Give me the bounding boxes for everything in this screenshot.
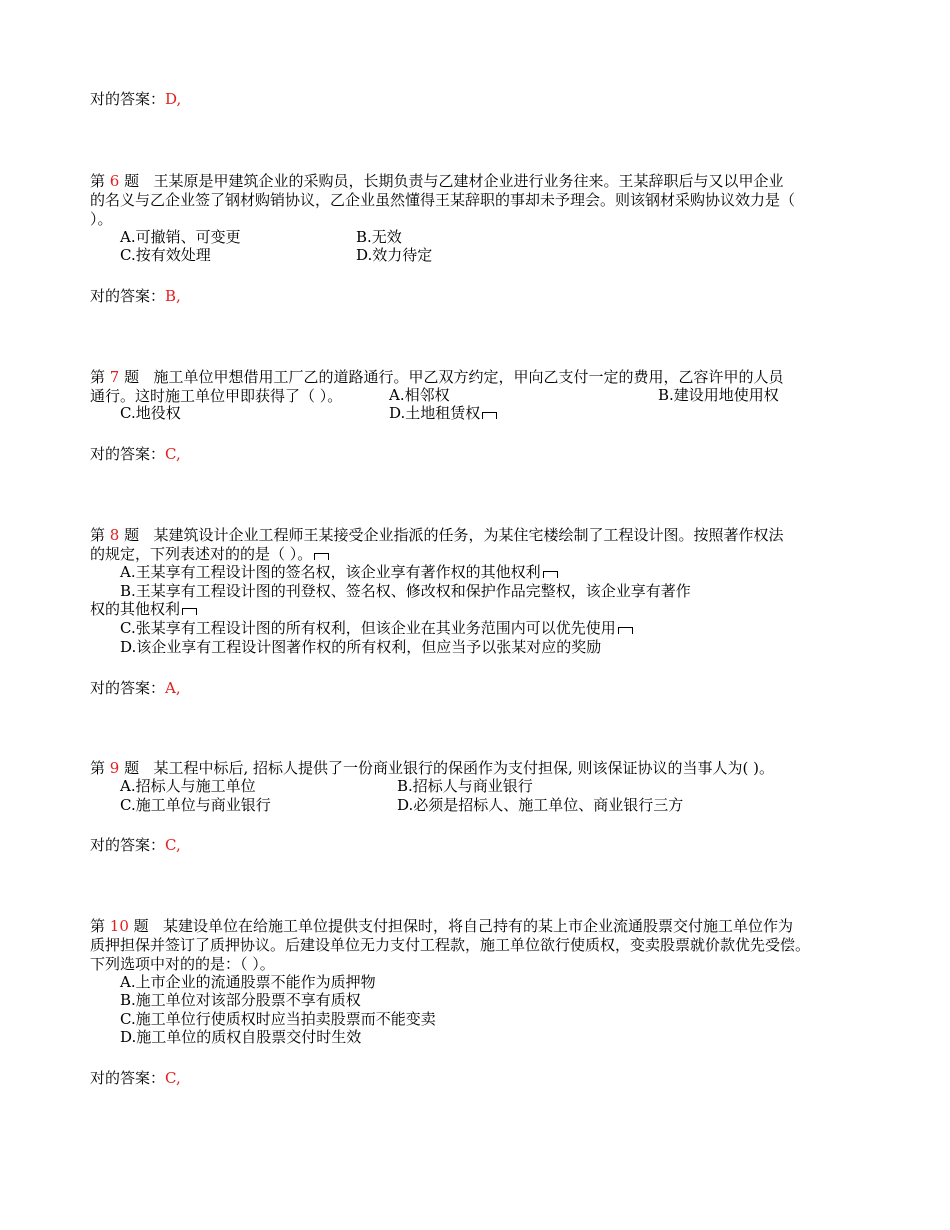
answer-value: D, — [165, 90, 182, 108]
question-header — [90, 526, 860, 545]
answer-label: 对的答案： — [90, 679, 166, 697]
answer-label: 对的答案： — [90, 1069, 166, 1087]
question-header — [90, 917, 880, 936]
option-c: C.施工单位与商业银行 — [120, 796, 271, 814]
question-6 — [90, 172, 860, 229]
answer-line — [90, 445, 181, 464]
question-prefix: 第 — [90, 526, 106, 544]
question-text-line: 某建筑设计企业工程师王某接受企业指派的任务，为某住宅楼绘制了工程设计图。按照著作权法 — [153, 526, 784, 544]
option-a: A.相邻权 — [389, 386, 450, 404]
answer-line — [90, 679, 181, 698]
option-a-line — [120, 563, 558, 582]
option-b: B.施工单位对该部分股票不享有质权 — [120, 991, 361, 1009]
option-b-continued: 权的其他权利 — [90, 600, 181, 618]
question-suffix: 题 — [124, 526, 140, 544]
question-text-line: 王某原是甲建筑企业的采购员，长期负责与乙建材企业进行业务往来。王某辞职后与又以甲企业 — [153, 172, 784, 190]
question-9 — [90, 759, 890, 778]
answer-value: A, — [165, 679, 181, 697]
option-c: C.地役权 — [120, 404, 181, 422]
option-d-line — [389, 404, 497, 423]
option-b: B.招标人与商业银行 — [397, 777, 533, 795]
answer-label: 对的答案： — [90, 90, 166, 108]
paragraph-mark-icon — [618, 627, 633, 634]
question-8 — [90, 526, 860, 564]
paragraph-mark-icon — [182, 608, 197, 615]
option-c: C.按有效处理 — [120, 246, 211, 264]
option-a: A.可撤销、可变更 — [120, 228, 241, 246]
answer-value: C, — [165, 445, 181, 463]
answer-label: 对的答案： — [90, 445, 166, 463]
option-d: D.必须是招标人、施工单位、商业银行三方 — [397, 796, 684, 814]
option-a: A.王某享有工程设计图的签名权，该企业享有著作权的其他权利 — [120, 563, 541, 581]
question-10 — [90, 917, 880, 974]
question-header — [90, 759, 890, 778]
option-b: B.建设用地使用权 — [658, 386, 779, 404]
question-number: 10 — [109, 917, 129, 935]
paragraph-mark-icon — [314, 553, 329, 560]
option-d: D.土地租赁权 — [389, 404, 481, 422]
option-a: A.招标人与施工单位 — [120, 777, 256, 795]
question-text-line: 质押担保并签订了质押协议。后建设单位无力支付工程款，施工单位欲行使质权，变卖股票就价款优先受偿。 — [90, 936, 811, 954]
question-text-line: 的名义与乙企业签了钢材购销协议，乙企业虽然懂得王某辞职的事却未予理会。则该钢材采购协议效力是（ — [90, 191, 796, 209]
option-b-cont-line — [90, 600, 197, 619]
answer-value: C, — [165, 1069, 181, 1087]
answer-label: 对的答案： — [90, 287, 166, 305]
question-suffix: 题 — [124, 368, 140, 386]
question-number: 7 — [109, 368, 120, 386]
question-header — [90, 368, 860, 387]
option-b: B.无效 — [356, 228, 402, 246]
question-text-line: 通行。这时施工单位甲即获得了（ ）。 — [90, 387, 343, 405]
option-d: D.施工单位的质权自股票交付时生效 — [120, 1028, 362, 1046]
answer-line — [90, 1069, 181, 1088]
answer-value: B, — [165, 287, 181, 305]
answer-line — [90, 836, 181, 855]
option-d: D.效力待定 — [356, 246, 433, 264]
question-header — [90, 172, 860, 191]
question-text-line: 某建设单位在给施工单位提供支付担保时，将自己持有的某上市企业流通股票交付施工单位作为 — [163, 917, 794, 935]
option-d: D.该企业享有工程设计图著作权的所有权利，但应当予以张某对应的奖励 — [120, 638, 602, 656]
question-prefix: 第 — [90, 917, 106, 935]
paragraph-mark-icon — [482, 412, 497, 419]
paragraph-mark-icon — [543, 571, 558, 578]
question-text-line: 施工单位甲想借用工厂乙的道路通行。甲乙双方约定，甲向乙支付一定的费用，乙容许甲的人员 — [153, 368, 784, 386]
question-suffix: 题 — [124, 759, 140, 777]
question-text-line-2 — [90, 545, 860, 564]
option-c: C.施工单位行使质权时应当拍卖股票而不能变卖 — [120, 1010, 436, 1028]
question-suffix: 题 — [124, 172, 140, 190]
question-text-line: 的规定，下列表述对的的是（ ）。 — [90, 545, 313, 563]
option-c: C.张某享有工程设计图的所有权利，但该企业在其业务范围内可以优先使用 — [120, 619, 616, 637]
question-number: 9 — [109, 759, 120, 777]
option-b: B.王某享有工程设计图的刊登权、签名权、修改权和保护作品完整权，该企业享有著作 — [120, 582, 691, 600]
question-suffix: 题 — [133, 917, 149, 935]
answer-value: C, — [165, 836, 181, 854]
question-text-line: ）。 — [90, 210, 113, 228]
question-prefix: 第 — [90, 759, 106, 777]
option-a: A.上市企业的流通股票不能作为质押物 — [120, 973, 376, 991]
question-text-line: 下列选项中对的的是：（ ）。 — [90, 955, 275, 973]
answer-line — [90, 90, 181, 109]
answer-label: 对的答案： — [90, 836, 166, 854]
question-prefix: 第 — [90, 172, 106, 190]
question-number: 8 — [109, 526, 120, 544]
option-c-line — [120, 619, 633, 638]
question-prefix: 第 — [90, 368, 106, 386]
question-number: 6 — [109, 172, 120, 190]
question-text-line: 某工程中标后, 招标人提供了一份商业银行的保函作为支付担保, 则该保证协议的当事人为( )。 — [153, 759, 775, 777]
answer-line — [90, 287, 181, 306]
